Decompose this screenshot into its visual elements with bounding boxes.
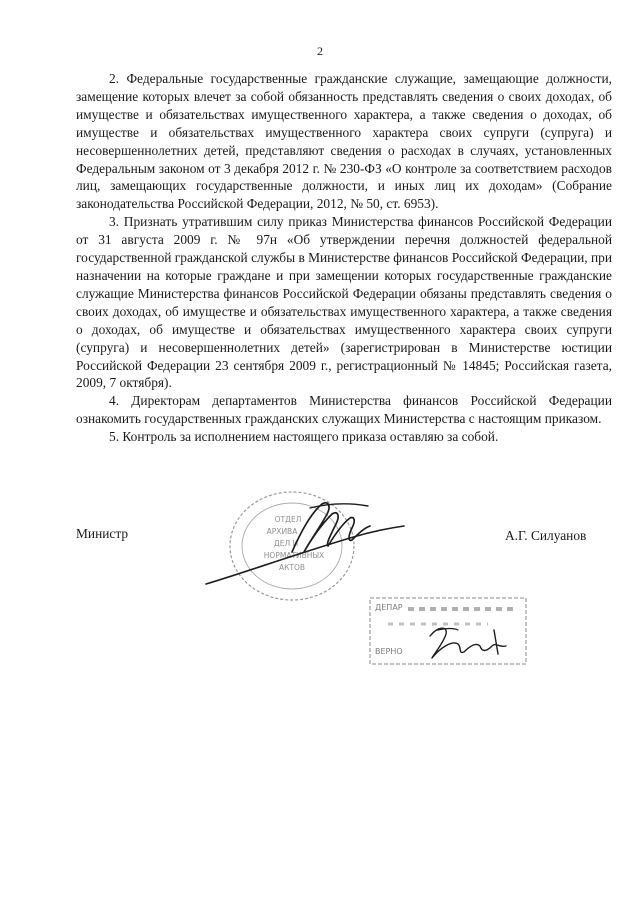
signature-row: [0, 520, 640, 550]
signer-name: А.Г. Силуанов: [505, 528, 587, 543]
page-number: 2: [317, 44, 323, 58]
signer-title: Министр: [76, 526, 129, 541]
stamp-text-line2: ВЕРНО: [375, 647, 403, 656]
seal-text-line: АКТОВ: [278, 563, 306, 572]
verification-stamp: [368, 596, 528, 668]
seal-text-line: ДЕЛ И: [273, 539, 299, 548]
stamp-text-line1: ДЕПАР: [375, 603, 403, 612]
seal-text-line: АРХИВА: [266, 527, 298, 536]
paragraph-2: 2. Федеральные государственные гражданские служащие, замещающие должности, замещение которых влечет за собой обязанность представлять сведения о своих доходах, об имуществе и обязательствах имущественного характера, а также сведения о доходах, об имуществе и обязательствах имущественного характера своих супруги (супруга) и несовершеннолетних детей, представляют сведения о расходах в случаях, установленных Федеральным законом от 3 декабря 2012 г. № 230-ФЗ «О контроле за соответствием расходов лиц, замещающих государственные должности, и иных лиц их доходам» (Собрание законодательства Российской Федерации, 2012, № 50, ст. 6953).: [76, 71, 612, 212]
paragraph-3: 3. Признать утратившим силу приказ Министерства финансов Российской Федерации от 31 августа 2009 г. № 97н «Об утверждении перечня должностей федеральной государственной гражданской службы в Министерстве финансов Российской Федерации, при назначении на которые граждане и при замещении которых государственные гражданские служащие Министерства финансов Российской Федерации обязаны представлять сведения о своих доходах, об имуществе и обязательствах имущественного характера, а также сведения о доходах, об имуществе и обязательствах имущественного характера своих супруги (супруга) и несовершеннолетних детей» (зарегистрирован в Министерстве юстиции Российской Федерации 23 сентября 2009 г., регистрационный № 14845; Российская газета, 2009, 7 октября).: [76, 214, 613, 391]
document-body: [76, 70, 612, 446]
paragraph-4: 4. Директорам департаментов Министерства финансов Российской Федерации ознакомить государственных гражданских служащих Министерства с настоящим приказом.: [76, 393, 612, 427]
paragraph-5: 5. Контроль за исполнением настоящего приказа оставляю за собой.: [109, 429, 499, 445]
seal-text-line: НОРМАТИВНЫХ: [263, 551, 325, 560]
seal-text-line: ОТДЕЛ: [274, 515, 302, 524]
